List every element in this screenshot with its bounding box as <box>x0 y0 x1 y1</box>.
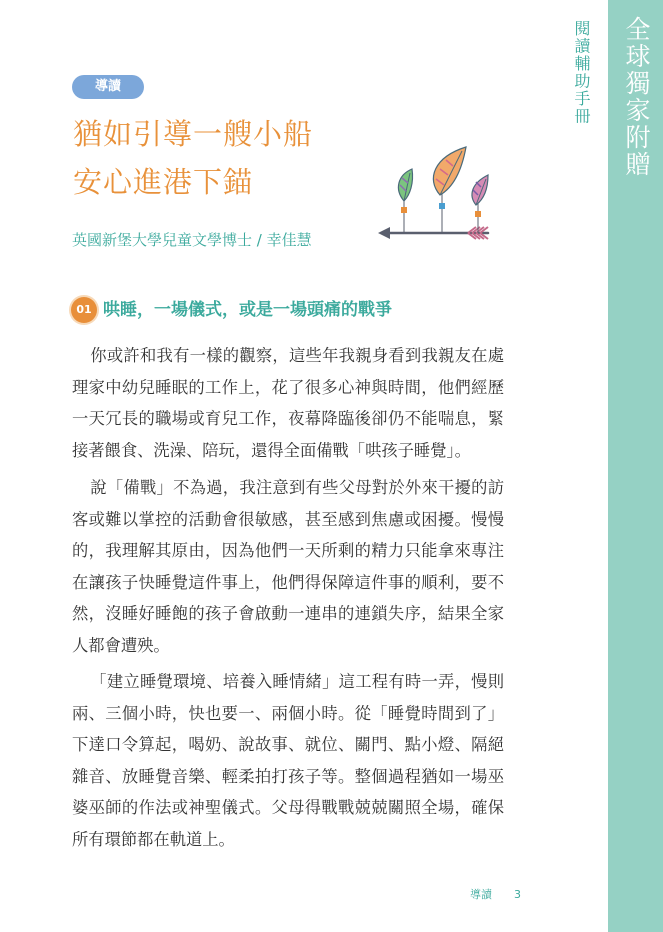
page-number: 3 <box>514 888 521 901</box>
title-line-1: 猶如引導一艘小船 <box>73 117 314 151</box>
page-title <box>73 110 393 206</box>
section-tag: 導讀 <box>72 75 144 99</box>
feathers-arrow-illustration <box>376 145 496 250</box>
title-line-2: 安心進港下錨 <box>73 165 254 199</box>
body-paragraph-2: 說「備戰」不為過，我注意到有些父母對於外來干擾的訪客或難以掌控的活動會很敏感，甚至感到焦慮或困擾。慢慢的，我理解其原由，因為他們一天所剩的精力只能拿來專注在讓孩子快睡覺這件事上，他們得保障這件事的順利，要不然，沒睡好睡飽的孩子會啟動一連串的連鎖失序，結果全家人都會遭殃。 <box>72 478 504 655</box>
vertical-subtitle: 閱讀輔助手冊 <box>572 20 591 125</box>
body-paragraph-3: 「建立睡覺環境、培養入睡情緒」這工程有時一弄，慢則兩、三個小時，快也要一、兩個小時。從「睡覺時間到了」下達口令算起，喝奶、說故事、就位、關門、點小燈、隔絕雜音、放睡覺音樂、輕柔拍打孩子等。整個過程猶如一場巫婆巫師的作法或神聖儀式。父母得戰戰兢兢關照全場，確保所有環節都在軌道上。 <box>72 672 504 849</box>
section-heading: 哄睡，一場儀式，或是一場頭痛的戰爭 <box>103 300 392 320</box>
author-line: 英國新堡大學兒童文學博士 / 幸佳慧 <box>72 231 312 249</box>
side-band-text: 全球獨家附贈 <box>622 16 651 178</box>
section-number-badge: 01 <box>71 297 97 323</box>
body-paragraph-1: 你或許和我有一樣的觀察，這些年我親身看到我親友在處理家中幼兒睡眠的工作上，花了很多心神與時間，他們經歷一天冗長的職場或育兒工作，夜幕降臨後卻仍不能喘息，緊接著餵食、洗澡、陪玩，還得全面備戰「哄孩子睡覺」。 <box>72 346 504 460</box>
footer-section-label: 導讀 <box>470 888 492 901</box>
